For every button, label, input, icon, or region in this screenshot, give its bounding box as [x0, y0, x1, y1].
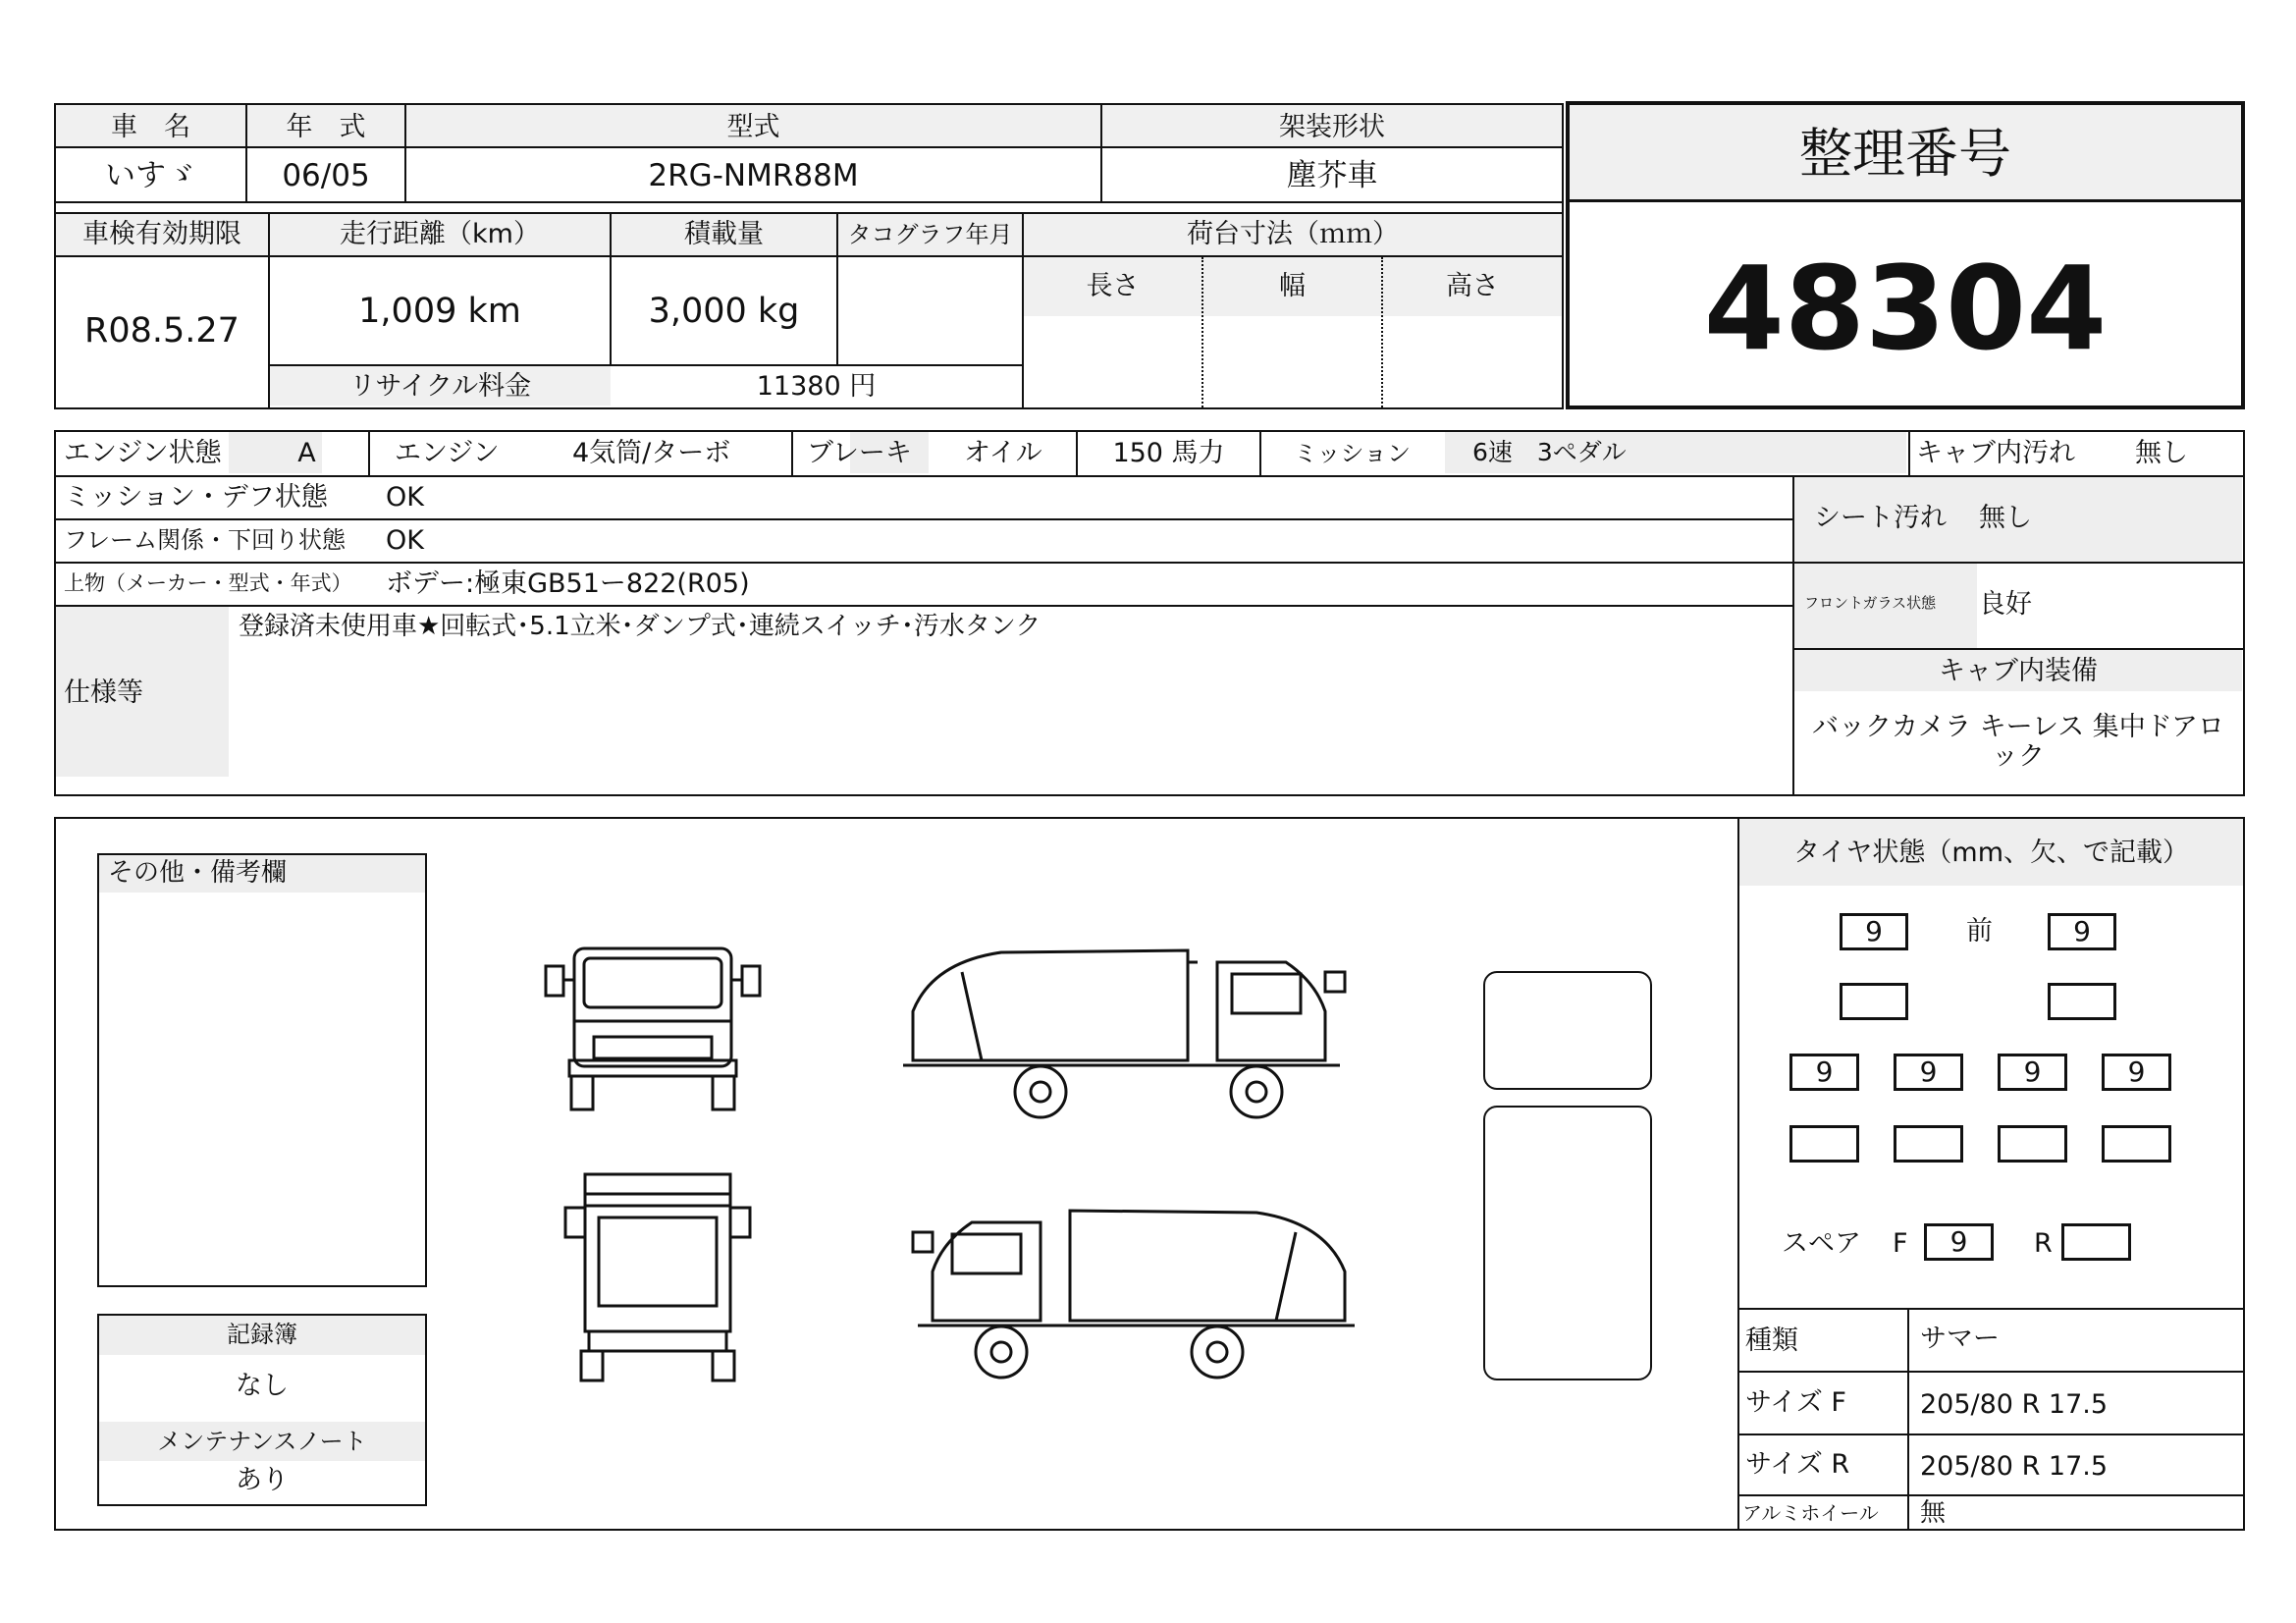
tachograph-label: タコグラフ年月 [847, 221, 1013, 248]
frame-value: OK [386, 525, 424, 556]
ref-label: 整理番号 [1799, 123, 2011, 185]
spare-label: スペア [1782, 1228, 1861, 1259]
tire-rear-inner-4 [2102, 1125, 2171, 1163]
tire-front-right: 9 [2048, 913, 2116, 950]
car-name-value: いすゞ [105, 158, 196, 193]
truck-right-side-view-icon [893, 1203, 1364, 1384]
tire-front-right-inner [2048, 983, 2116, 1020]
year-label: 年 式 [286, 112, 366, 142]
truck-top-cab-outline [1483, 971, 1652, 1090]
other-notes-label: その他・備考欄 [108, 858, 288, 888]
mileage-value: 1,009 km [358, 292, 521, 331]
specs-label: 仕様等 [64, 677, 143, 708]
engine-state-label: エンジン状態 [64, 438, 222, 468]
recycle-label: リサイクル料金 [348, 371, 532, 402]
inspection-label: 車検有効期限 [82, 219, 241, 249]
frame-label: フレーム関係・下回り状態 [64, 526, 347, 554]
truck-front-view-icon [540, 943, 766, 1114]
car-name-label: 車 名 [111, 112, 190, 142]
tire-rear-3: 9 [1998, 1054, 2067, 1091]
cab-equip-line2: ック [1992, 741, 2045, 772]
bed-height-label: 高さ [1446, 271, 1499, 301]
maint-label: メンテナンスノート [157, 1428, 367, 1455]
engine-label: エンジン [395, 438, 500, 468]
size-f-label: サイズ F [1745, 1387, 1846, 1418]
truck-top-body-outline [1483, 1106, 1652, 1380]
year-value: 06/05 [282, 158, 370, 193]
horsepower-value: 150 馬力 [1112, 438, 1225, 468]
tire-rear-1: 9 [1789, 1054, 1859, 1091]
model-value: 2RG-NMR88M [648, 158, 859, 193]
mission-diff-label: ミッション・デフ状態 [64, 482, 328, 513]
cab-equip-label: キャブ内装備 [1939, 656, 2098, 686]
cab-dirt-label: キャブ内汚れ [1916, 438, 2075, 468]
recycle-value: 11380 円 [756, 371, 877, 402]
spare-r-label: R [2034, 1228, 2053, 1259]
mission-diff-value: OK [386, 482, 424, 513]
bed-size-label: 荷台寸法（ｍｍ） [1187, 219, 1399, 249]
maint-value: あり [236, 1465, 289, 1495]
tire-rear-inner-2 [1894, 1125, 1963, 1163]
size-f-value: 205/80 R 17.5 [1920, 1389, 2109, 1420]
windshield-value: 良好 [1979, 589, 2032, 620]
tire-type-value: サマー [1920, 1324, 2000, 1354]
engine-value: 4気筒/ターボ [572, 438, 731, 468]
specs-value: 登録済未使用車★回転式･5.1立米･ダンプ式･連続スイッチ･汚水タンク [239, 612, 1041, 641]
load-label: 積載量 [684, 219, 764, 249]
tire-title: タイヤ状態（mm、欠、で記載） [1792, 838, 2190, 868]
model-label: 型式 [726, 112, 780, 142]
load-value: 3,000 kg [648, 292, 800, 331]
tire-rear-2: 9 [1894, 1054, 1963, 1091]
tire-rear-inner-3 [1998, 1125, 2067, 1163]
size-r-value: 205/80 R 17.5 [1920, 1451, 2109, 1482]
mission-value: 6速 3ペダル [1472, 438, 1627, 466]
truck-left-side-view-icon [893, 943, 1364, 1124]
tire-front-left-inner [1840, 983, 1908, 1020]
record-label: 記録簿 [227, 1321, 297, 1348]
ref-number: 48304 [1703, 241, 2108, 376]
engine-state-value: A [297, 438, 316, 468]
body-type-label: 架装形状 [1279, 112, 1385, 142]
alu-wheel-label: アルミホイール [1742, 1501, 1879, 1525]
mileage-label: 走行距離（km） [340, 219, 540, 249]
upper-label: 上物（メーカー・型式・年式） [64, 571, 352, 595]
truck-rear-view-icon [560, 1168, 756, 1384]
tire-rear-inner-1 [1789, 1125, 1859, 1163]
record-value: なし [236, 1371, 289, 1401]
upper-value: ボデー:極東GB51ー822(R05) [386, 568, 750, 599]
tire-type-label: 種類 [1745, 1325, 1798, 1356]
spare-f-label: F [1893, 1228, 1908, 1259]
front-label: 前 [1966, 916, 1993, 947]
bed-width-label: 幅 [1279, 271, 1306, 301]
inspection-value: R08.5.27 [84, 311, 240, 351]
mission-label: ミッション [1294, 440, 1412, 467]
bed-length-label: 長さ [1086, 271, 1140, 301]
windshield-label: フロントガラス状態 [1804, 594, 1937, 612]
seat-dirt-value: 無し [1979, 503, 2032, 533]
seat-dirt-label: シート汚れ [1814, 503, 1947, 533]
alu-wheel-value: 無 [1920, 1498, 1947, 1528]
body-type-value: 塵芥車 [1286, 158, 1378, 193]
size-r-label: サイズ R [1745, 1449, 1850, 1480]
tire-front-left: 9 [1840, 913, 1908, 950]
spare-r-value [2061, 1223, 2131, 1261]
brake-label: ブレーキ [807, 438, 912, 468]
tire-rear-4: 9 [2102, 1054, 2171, 1091]
cab-dirt-value: 無し [2135, 438, 2188, 468]
other-notes-box [97, 853, 427, 1287]
brake-value: オイル [964, 438, 1042, 468]
cab-equip-line1: バックカメラ キーレス 集中ドアロ [1811, 712, 2224, 742]
spare-f-value: 9 [1924, 1223, 1994, 1261]
